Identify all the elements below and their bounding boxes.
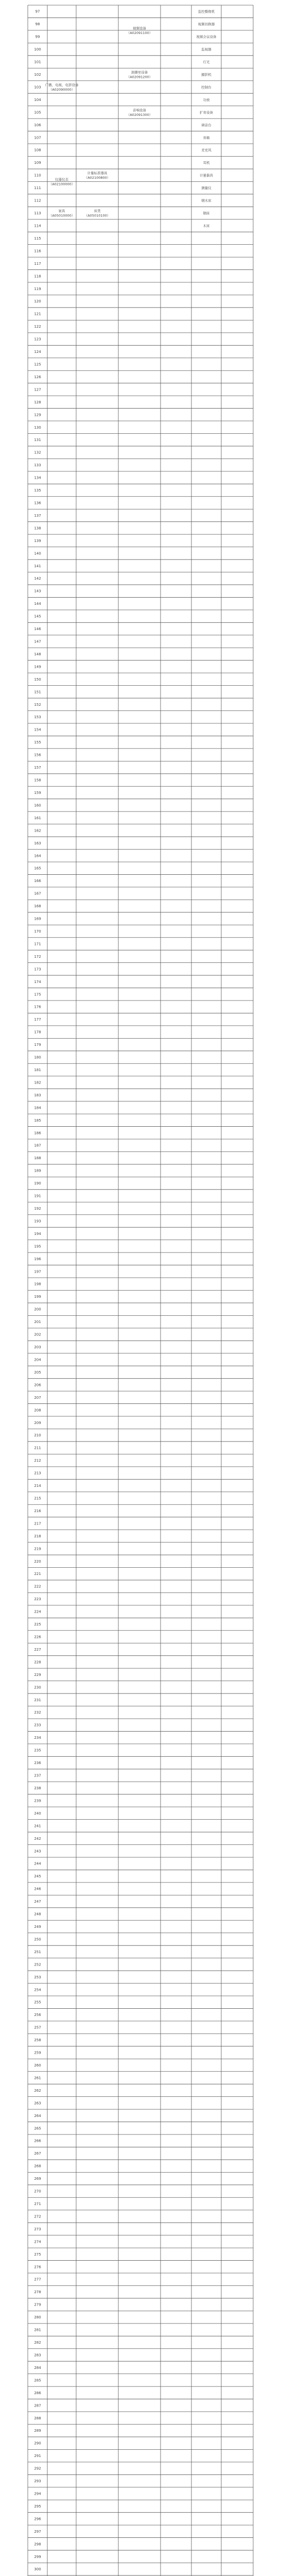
item-name: 钢木床 — [201, 198, 211, 203]
row-number: 278 — [34, 2290, 41, 2295]
row-number: 143 — [34, 589, 41, 594]
row-number: 220 — [34, 1559, 41, 1564]
row-number: 231 — [34, 1698, 41, 1702]
row-number: 214 — [34, 1484, 41, 1488]
item-name: 计量器具 — [200, 173, 213, 178]
category-l2: 计量标准器具（A02100800） — [84, 171, 111, 180]
row-number: 119 — [34, 286, 41, 291]
row-number: 207 — [34, 1395, 41, 1400]
row-number: 144 — [34, 602, 41, 606]
row-number: 247 — [34, 1900, 41, 1904]
row-number: 181 — [34, 1068, 41, 1073]
row-number: 128 — [34, 400, 41, 404]
row-number: 242 — [34, 1836, 41, 1841]
row-number: 105 — [34, 110, 41, 115]
row-number: 213 — [34, 1471, 41, 1476]
row-number: 145 — [34, 614, 41, 619]
row-number: 148 — [34, 652, 41, 656]
row-number: 208 — [34, 1408, 41, 1413]
row-number: 165 — [34, 866, 41, 871]
row-number: 173 — [34, 967, 41, 972]
row-number: 152 — [34, 702, 41, 707]
row-number: 118 — [34, 274, 41, 279]
row-number: 262 — [34, 2088, 41, 2093]
row-number: 206 — [34, 1383, 41, 1387]
row-number: 287 — [34, 2403, 41, 2408]
row-number: 177 — [34, 1018, 41, 1022]
item-name: 木床 — [203, 224, 210, 228]
category-l1: 广播、电视、电影设备（A02090000） — [45, 82, 79, 92]
row-number: 131 — [34, 438, 41, 443]
row-number: 192 — [34, 1207, 41, 1211]
row-number: 99 — [35, 35, 40, 39]
row-number: 114 — [34, 224, 41, 228]
item-name: 监控摄像机 — [198, 9, 215, 14]
row-number: 161 — [34, 816, 41, 820]
row-number: 201 — [34, 1320, 41, 1325]
row-number: 286 — [34, 2391, 41, 2395]
row-number: 134 — [34, 476, 41, 480]
row-number: 199 — [34, 1295, 41, 1299]
row-number: 107 — [34, 135, 41, 140]
row-number: 244 — [34, 1861, 41, 1866]
row-number: 270 — [34, 2189, 41, 2194]
row-number: 186 — [34, 1131, 41, 1136]
row-number: 217 — [34, 1521, 41, 1526]
row-number: 297 — [34, 2529, 41, 2534]
row-number: 248 — [34, 1912, 41, 1917]
item-name: 灯光 — [203, 60, 210, 64]
row-number: 140 — [34, 551, 41, 556]
row-number: 256 — [34, 2013, 41, 2018]
row-number: 142 — [34, 577, 41, 581]
row-number: 205 — [34, 1370, 41, 1375]
row-number: 158 — [34, 778, 41, 783]
row-number: 221 — [34, 1572, 41, 1577]
row-number: 159 — [34, 790, 41, 795]
row-number: 104 — [34, 97, 41, 102]
row-number: 289 — [34, 2429, 41, 2433]
row-number: 162 — [34, 828, 41, 833]
row-number: 147 — [34, 639, 41, 644]
row-number: 240 — [34, 1811, 41, 1816]
category-l3: 音响设备（A02091300） — [126, 108, 153, 117]
row-number: 291 — [34, 2454, 41, 2459]
row-number: 298 — [34, 2542, 41, 2547]
row-number: 174 — [34, 979, 41, 984]
category-l1: 仪器仪表（A02100000） — [48, 177, 75, 187]
row-number: 282 — [34, 2341, 41, 2345]
row-number: 195 — [34, 1244, 41, 1249]
row-number: 198 — [34, 1282, 41, 1286]
row-number: 210 — [34, 1433, 41, 1438]
item-name: 测量仪 — [201, 186, 211, 191]
row-number: 280 — [34, 2315, 41, 2320]
row-number: 164 — [34, 854, 41, 858]
row-number: 274 — [34, 2240, 41, 2244]
row-number: 294 — [34, 2492, 41, 2496]
row-number: 180 — [34, 1055, 41, 1060]
row-number: 223 — [34, 1597, 41, 1602]
row-number: 251 — [34, 1950, 41, 1954]
row-number: 243 — [34, 1849, 41, 1854]
row-number: 295 — [34, 2504, 41, 2509]
row-number: 224 — [34, 1609, 41, 1614]
row-number: 97 — [35, 9, 40, 14]
row-number: 124 — [34, 350, 41, 354]
row-number: 132 — [34, 450, 41, 455]
item-name: 音箱 — [203, 135, 210, 140]
row-number: 234 — [34, 1736, 41, 1740]
row-number: 239 — [34, 1799, 41, 1803]
row-number: 197 — [34, 1269, 41, 1274]
row-number: 154 — [34, 727, 41, 732]
row-number: 169 — [34, 917, 41, 921]
row-number: 250 — [34, 1937, 41, 1942]
row-number: 276 — [34, 2265, 41, 2269]
row-number: 266 — [34, 2139, 41, 2143]
row-number: 188 — [34, 1156, 41, 1161]
row-number: 190 — [34, 1181, 41, 1186]
row-number: 146 — [34, 627, 41, 632]
row-number: 193 — [34, 1219, 41, 1224]
row-number: 212 — [34, 1459, 41, 1463]
row-number: 233 — [34, 1723, 41, 1727]
row-number: 219 — [34, 1547, 41, 1551]
row-number: 126 — [34, 375, 41, 379]
row-number: 246 — [34, 1887, 41, 1891]
row-number: 111 — [34, 186, 41, 191]
row-number: 171 — [34, 942, 41, 946]
row-number: 103 — [34, 85, 41, 90]
item-name: 扩音设备 — [200, 110, 213, 115]
row-number: 258 — [34, 2038, 41, 2043]
row-number: 191 — [34, 1194, 41, 1198]
row-number: 238 — [34, 1786, 41, 1790]
item-name: 视频会议设备 — [196, 35, 217, 39]
row-number: 272 — [34, 2214, 41, 2219]
row-number: 241 — [34, 1824, 41, 1828]
row-number: 156 — [34, 753, 41, 757]
row-number: 110 — [34, 173, 41, 178]
row-number: 252 — [34, 1962, 41, 1967]
row-number: 271 — [34, 2202, 41, 2207]
row-number: 263 — [34, 2101, 41, 2106]
row-number: 141 — [34, 564, 41, 568]
row-number: 157 — [34, 766, 41, 770]
row-number: 182 — [34, 1080, 41, 1085]
row-number: 106 — [34, 123, 41, 127]
row-number: 237 — [34, 1773, 41, 1778]
item-name: 摄影机 — [201, 73, 211, 77]
row-number: 115 — [34, 236, 41, 241]
row-number: 227 — [34, 1647, 41, 1652]
row-number: 288 — [34, 2416, 41, 2420]
row-number: 167 — [34, 891, 41, 896]
row-number: 202 — [34, 1332, 41, 1337]
item-name: 耳机 — [203, 161, 210, 165]
row-number: 284 — [34, 2365, 41, 2370]
row-number: 255 — [34, 2000, 41, 2005]
row-number: 189 — [34, 1168, 41, 1173]
row-number: 257 — [34, 2025, 41, 2030]
row-number: 184 — [34, 1106, 41, 1110]
row-number: 112 — [34, 198, 41, 203]
row-number: 155 — [34, 740, 41, 745]
category-l1: 家具（A05010000） — [48, 209, 75, 218]
row-number: 196 — [34, 1257, 41, 1261]
row-number: 264 — [34, 2113, 41, 2118]
row-number: 261 — [34, 2076, 41, 2080]
row-number: 269 — [34, 2177, 41, 2181]
row-number: 149 — [34, 665, 41, 669]
row-number: 215 — [34, 1496, 41, 1501]
row-number: 235 — [34, 1748, 41, 1753]
row-number: 292 — [34, 2466, 41, 2471]
row-number: 135 — [34, 488, 41, 493]
row-number: 121 — [34, 312, 41, 316]
row-number: 249 — [34, 1924, 41, 1929]
row-number: 127 — [34, 387, 41, 392]
row-number: 253 — [34, 1975, 41, 1979]
row-number: 151 — [34, 690, 41, 694]
row-number: 296 — [34, 2517, 41, 2521]
row-number: 183 — [34, 1093, 41, 1097]
row-number: 277 — [34, 2277, 41, 2282]
row-number: 138 — [34, 526, 41, 531]
row-number: 101 — [34, 60, 41, 64]
item-name: 监视器 — [201, 47, 211, 52]
row-number: 209 — [34, 1420, 41, 1425]
row-number: 228 — [34, 1660, 41, 1665]
row-number: 98 — [35, 22, 40, 27]
row-number: 122 — [34, 325, 41, 329]
row-number: 281 — [34, 2328, 41, 2332]
row-number: 130 — [34, 425, 41, 430]
row-number: 172 — [34, 954, 41, 959]
row-number: 102 — [34, 73, 41, 77]
row-number: 216 — [34, 1509, 41, 1513]
item-name: 调音台 — [201, 123, 211, 127]
row-number: 136 — [34, 501, 41, 505]
category-l3: 演播室设备（A02091200） — [126, 70, 153, 79]
row-number: 204 — [34, 1358, 41, 1362]
row-number: 200 — [34, 1307, 41, 1312]
row-number: 211 — [34, 1446, 41, 1450]
row-number: 232 — [34, 1710, 41, 1715]
row-number: 279 — [34, 2302, 41, 2307]
category-l3: 视频设备（A02091100） — [126, 26, 153, 35]
row-number: 260 — [34, 2063, 41, 2067]
row-number: 283 — [34, 2353, 41, 2358]
row-number: 203 — [34, 1345, 41, 1350]
row-number: 185 — [34, 1118, 41, 1123]
row-number: 117 — [34, 261, 41, 266]
row-number: 245 — [34, 1874, 41, 1879]
row-number: 170 — [34, 929, 41, 934]
row-number: 259 — [34, 2050, 41, 2055]
row-number: 176 — [34, 1005, 41, 1009]
row-number: 299 — [34, 2554, 41, 2559]
row-number: 175 — [34, 992, 41, 997]
row-number: 139 — [34, 538, 41, 543]
category-l2: 床类（A05010100） — [84, 209, 111, 218]
row-number: 109 — [34, 161, 41, 165]
row-number: 236 — [34, 1761, 41, 1766]
row-number: 113 — [34, 211, 41, 216]
row-number: 166 — [34, 879, 41, 884]
row-number: 267 — [34, 2151, 41, 2156]
row-number: 273 — [34, 2227, 41, 2231]
row-number: 254 — [34, 1988, 41, 1992]
row-number: 268 — [34, 2164, 41, 2168]
row-number: 100 — [34, 47, 41, 52]
row-number: 137 — [34, 513, 41, 518]
row-number: 275 — [34, 2252, 41, 2257]
row-number: 129 — [34, 413, 41, 417]
row-number: 265 — [34, 2126, 41, 2131]
row-number: 168 — [34, 904, 41, 909]
item-name: 功放 — [203, 97, 210, 102]
row-number: 178 — [34, 1030, 41, 1035]
item-name: 麦克风 — [201, 148, 211, 152]
row-number: 225 — [34, 1622, 41, 1627]
row-number: 153 — [34, 715, 41, 720]
row-number: 285 — [34, 2378, 41, 2383]
row-number: 116 — [34, 249, 41, 253]
row-number: 226 — [34, 1635, 41, 1639]
row-number: 108 — [34, 148, 41, 152]
row-number: 133 — [34, 463, 41, 468]
row-number: 179 — [34, 1043, 41, 1047]
row-number: 293 — [34, 2479, 41, 2484]
row-number: 222 — [34, 1584, 41, 1589]
row-number: 229 — [34, 1672, 41, 1677]
row-number: 290 — [34, 2441, 41, 2446]
row-number: 150 — [34, 677, 41, 682]
item-name: 控制台 — [201, 85, 211, 90]
row-number: 163 — [34, 841, 41, 845]
row-number: 187 — [34, 1143, 41, 1148]
row-number: 194 — [34, 1231, 41, 1236]
row-number: 120 — [34, 299, 41, 304]
row-number: 125 — [34, 362, 41, 367]
item-name: 钢床 — [203, 211, 210, 216]
row-number: 123 — [34, 337, 41, 342]
row-number: 230 — [34, 1685, 41, 1690]
row-number: 160 — [34, 803, 41, 808]
item-name: 视频切换器 — [198, 22, 215, 27]
row-number: 300 — [34, 2567, 41, 2572]
row-number: 218 — [34, 1534, 41, 1538]
